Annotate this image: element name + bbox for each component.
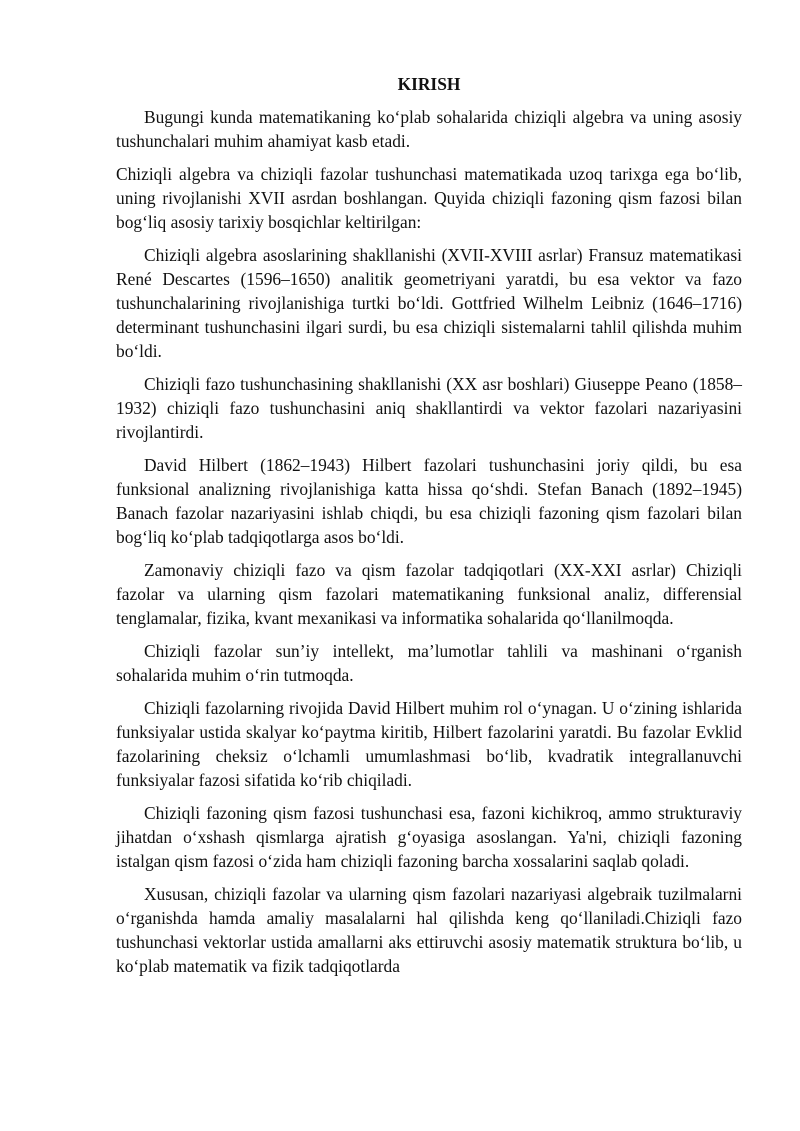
paragraph-intro: Bugungi kunda matematikaning ko‘plab sohalarida chiziqli algebra va uning asosiy tushunchalari muhim ahamiyat kasb etadi. <box>116 107 742 151</box>
paragraph-vector-space-concept: Chiziqli fazo tushunchasining shakllanishi (XX asr boshlari) Giuseppe Peano (1858–1932) chiziqli fazo tushunchasini aniq shakllantirdi va vektor fazolari nazariyasini rivojlantirdi. <box>116 374 742 442</box>
paragraph-hilbert-spaces: Chiziqli fazolarning rivojida David Hilbert muhim rol o‘ynagan. U o‘zining ishlarida funksiyalar ustida skalyar ko‘paytma kiritib, Hilbert fazolarini yaratdi. Bu fazolar Evklid fazolarining cheksiz o‘lchamli umumlashmasi bo‘lib, kvadratik integrallanuvchi funksiyalar fazosi sifatida ko‘rib chiqiladi. <box>116 698 742 790</box>
paragraph-subspace-concept: Chiziqli fazoning qism fazosi tushunchasi esa, fazoni kichikroq, ammo strukturaviy jihatdan o‘xshash qismlarga ajratish g‘oyasiga asoslangan. Ya'ni, chiziqli fazoning istalgan qism fazosi o‘zida ham chiziqli fazoning barcha xossalarini saqlab qoladi. <box>116 803 742 871</box>
page-title: KIRISH <box>397 74 461 94</box>
paragraph-ai-applications: Chiziqli fazolar sun’iy intellekt, ma’lumotlar tahlili va mashinani o‘rganish sohalarida muhim o‘rin tutmoqda. <box>116 641 742 685</box>
paragraph-linear-algebra-foundations: Chiziqli algebra asoslarining shakllanishi (XVII-XVIII asrlar) Fransuz matematikasi René Descartes (1596–1650) analitik geometriyani yaratdi, bu esa vektor va fazo tushunchalarining rivojlanishiga turtki bo‘ldi. Gottfried Wilhelm Leibniz (1646–1716) determinant tushunchasini ilgari surdi, bu esa chiziqli sistemalarni tahlil qilishda muhim bo‘ldi. <box>116 245 742 361</box>
paragraph-applications: Xususan, chiziqli fazolar va ularning qism fazolari nazariyasi algebraik tuzilmalarni o‘rganishda hamda amaliy masalalarni hal qilishda keng qo‘llaniladi.Chiziqli fazo tushunchasi vektorlar ustida amallarni aks ettiruvchi asosiy matematik struktura bo‘lib, u ko‘plab matematik va fizik tadqiqotlarda <box>116 884 742 976</box>
paragraph-hilbert-banach: David Hilbert (1862–1943) Hilbert fazolari tushunchasini joriy qildi, bu esa funksional analizning rivojlanishiga katta hissa qo‘shdi. Stefan Banach (1892–1945) Banach fazolar nazariyasini ishlab chiqdi, bu esa chiziqli fazoning qism fazolari bilan bog‘liq ko‘plab tadqiqotlarga asos bo‘ldi. <box>116 455 742 547</box>
document-page <box>116 72 742 987</box>
paragraph-modern-research: Zamonaviy chiziqli fazo va qism fazolar tadqiqotlari (XX-XXI asrlar) Chiziqli fazolar va ularning qism fazolari matematikaning funksional analiz, differensial tenglamalar, fizika, kvant mexanikasi va informatika sohalarida qo‘llanilmoqda. <box>116 560 742 628</box>
paragraph-history-overview: Chiziqli algebra va chiziqli fazolar tushunchasi matematikada uzoq tarixga ega bo‘lib, uning rivojlanishi XVII asrdan boshlangan. Quyida chiziqli fazoning qism fazosi bilan bog‘liq asosiy tarixiy bosqichlar keltirilgan: <box>116 164 742 232</box>
